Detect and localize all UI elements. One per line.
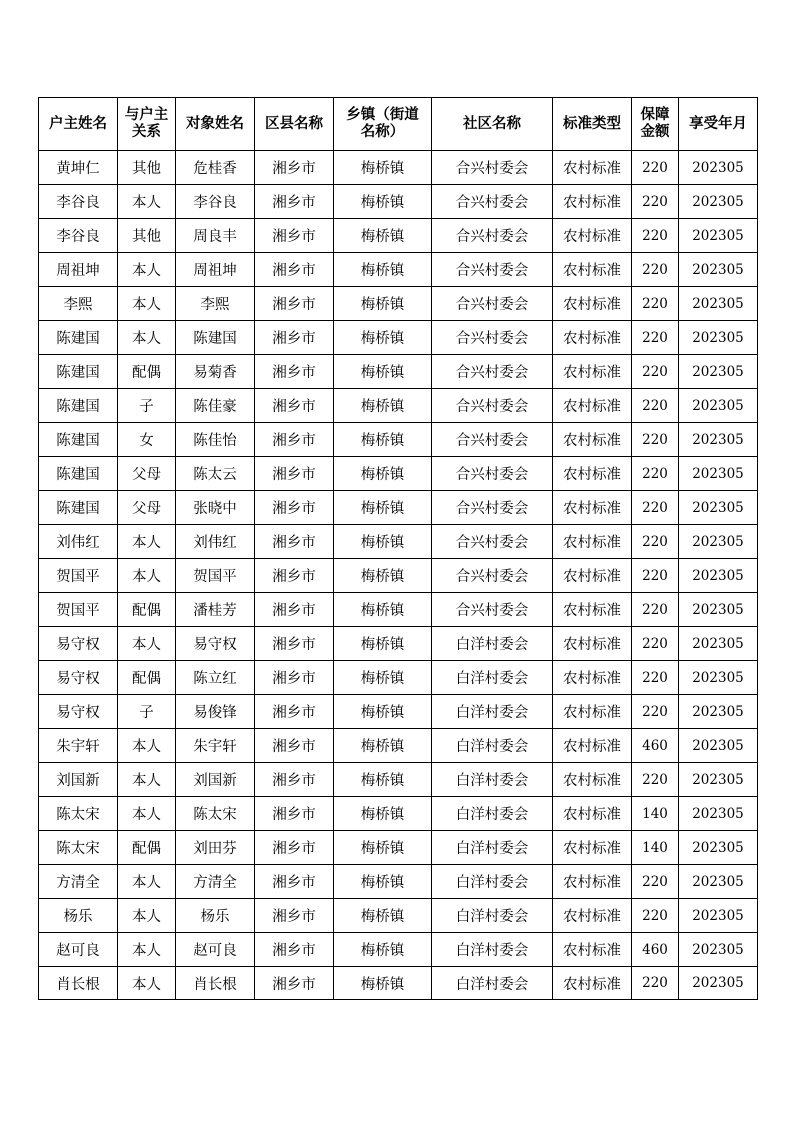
cell-householder: 陈建国 [39,491,118,525]
cell-month: 202305 [679,151,758,185]
cell-town: 梅桥镇 [334,763,432,797]
cell-amount: 220 [632,151,679,185]
cell-town: 梅桥镇 [334,627,432,661]
cell-householder: 朱宇轩 [39,729,118,763]
cell-community: 合兴村委会 [432,355,553,389]
cell-amount: 140 [632,797,679,831]
cell-county: 湘乡市 [255,695,334,729]
table-row [39,967,758,1000]
cell-town: 梅桥镇 [334,695,432,729]
cell-month: 202305 [679,491,758,525]
table-row [39,491,758,525]
cell-amount: 220 [632,899,679,933]
cell-community: 白洋村委会 [432,763,553,797]
cell-relation: 本人 [118,967,176,1000]
cell-community: 白洋村委会 [432,661,553,695]
cell-standard: 农村标准 [553,389,632,423]
cell-relation: 本人 [118,253,176,287]
header-householder: 户主姓名 [39,98,118,151]
cell-town: 梅桥镇 [334,355,432,389]
table-row [39,729,758,763]
cell-town: 梅桥镇 [334,151,432,185]
table-row [39,355,758,389]
cell-town: 梅桥镇 [334,389,432,423]
cell-householder: 李谷良 [39,219,118,253]
cell-householder: 杨乐 [39,899,118,933]
cell-county: 湘乡市 [255,627,334,661]
cell-relation: 本人 [118,287,176,321]
cell-amount: 220 [632,967,679,1000]
cell-amount: 460 [632,933,679,967]
table-row [39,423,758,457]
cell-community: 白洋村委会 [432,933,553,967]
table-row [39,899,758,933]
cell-month: 202305 [679,661,758,695]
cell-month: 202305 [679,389,758,423]
cell-subject: 陈立红 [176,661,255,695]
cell-community: 合兴村委会 [432,253,553,287]
header-subject: 对象姓名 [176,98,255,151]
table-row [39,287,758,321]
cell-standard: 农村标准 [553,627,632,661]
cell-householder: 陈太宋 [39,797,118,831]
cell-relation: 子 [118,389,176,423]
cell-relation: 本人 [118,797,176,831]
cell-subject: 陈佳豪 [176,389,255,423]
cell-householder: 陈太宋 [39,831,118,865]
cell-subject: 潘桂芳 [176,593,255,627]
table-row [39,253,758,287]
cell-relation: 本人 [118,559,176,593]
cell-subject: 刘伟红 [176,525,255,559]
cell-relation: 配偶 [118,661,176,695]
cell-community: 白洋村委会 [432,695,553,729]
cell-standard: 农村标准 [553,831,632,865]
cell-householder: 李谷良 [39,185,118,219]
cell-county: 湘乡市 [255,423,334,457]
table-row [39,389,758,423]
cell-county: 湘乡市 [255,559,334,593]
cell-month: 202305 [679,219,758,253]
cell-subject: 肖长根 [176,967,255,1000]
cell-town: 梅桥镇 [334,287,432,321]
cell-amount: 220 [632,287,679,321]
cell-county: 湘乡市 [255,729,334,763]
cell-county: 湘乡市 [255,525,334,559]
cell-householder: 赵可良 [39,933,118,967]
cell-householder: 黄坤仁 [39,151,118,185]
cell-community: 合兴村委会 [432,287,553,321]
cell-standard: 农村标准 [553,865,632,899]
cell-householder: 陈建国 [39,423,118,457]
cell-community: 合兴村委会 [432,423,553,457]
cell-subject: 易守权 [176,627,255,661]
cell-householder: 李熙 [39,287,118,321]
cell-amount: 220 [632,763,679,797]
cell-standard: 农村标准 [553,525,632,559]
cell-householder: 周祖坤 [39,253,118,287]
cell-relation: 本人 [118,321,176,355]
table-row [39,797,758,831]
cell-county: 湘乡市 [255,797,334,831]
cell-standard: 农村标准 [553,695,632,729]
cell-county: 湘乡市 [255,865,334,899]
cell-subject: 方清全 [176,865,255,899]
cell-householder: 陈建国 [39,457,118,491]
cell-standard: 农村标准 [553,185,632,219]
cell-county: 湘乡市 [255,253,334,287]
cell-relation: 本人 [118,627,176,661]
cell-county: 湘乡市 [255,185,334,219]
cell-standard: 农村标准 [553,559,632,593]
cell-month: 202305 [679,865,758,899]
cell-subject: 易菊香 [176,355,255,389]
cell-community: 白洋村委会 [432,729,553,763]
table-row [39,457,758,491]
cell-subject: 陈太云 [176,457,255,491]
cell-town: 梅桥镇 [334,457,432,491]
cell-householder: 贺国平 [39,593,118,627]
cell-amount: 220 [632,185,679,219]
cell-standard: 农村标准 [553,933,632,967]
cell-month: 202305 [679,695,758,729]
cell-standard: 农村标准 [553,763,632,797]
cell-community: 合兴村委会 [432,389,553,423]
cell-householder: 刘国新 [39,763,118,797]
header-community: 社区名称 [432,98,553,151]
cell-standard: 农村标准 [553,593,632,627]
cell-subject: 刘田芬 [176,831,255,865]
cell-subject: 赵可良 [176,933,255,967]
cell-householder: 易守权 [39,627,118,661]
cell-month: 202305 [679,729,758,763]
cell-subject: 陈建国 [176,321,255,355]
cell-subject: 张晓中 [176,491,255,525]
cell-amount: 220 [632,661,679,695]
cell-relation: 本人 [118,899,176,933]
table-row [39,185,758,219]
cell-householder: 陈建国 [39,389,118,423]
cell-town: 梅桥镇 [334,491,432,525]
cell-householder: 肖长根 [39,967,118,1000]
cell-amount: 220 [632,865,679,899]
table-row [39,865,758,899]
table-row [39,661,758,695]
cell-month: 202305 [679,967,758,1000]
cell-subject: 周祖坤 [176,253,255,287]
cell-standard: 农村标准 [553,219,632,253]
cell-householder: 易守权 [39,661,118,695]
cell-standard: 农村标准 [553,661,632,695]
table-row [39,219,758,253]
cell-community: 合兴村委会 [432,457,553,491]
header-month: 享受年月 [679,98,758,151]
cell-month: 202305 [679,831,758,865]
cell-town: 梅桥镇 [334,967,432,1000]
cell-standard: 农村标准 [553,797,632,831]
cell-relation: 女 [118,423,176,457]
cell-town: 梅桥镇 [334,661,432,695]
cell-town: 梅桥镇 [334,423,432,457]
cell-relation: 本人 [118,185,176,219]
cell-standard: 农村标准 [553,729,632,763]
cell-relation: 本人 [118,865,176,899]
table-row [39,695,758,729]
cell-householder: 陈建国 [39,321,118,355]
cell-amount: 460 [632,729,679,763]
cell-amount: 220 [632,423,679,457]
cell-community: 白洋村委会 [432,627,553,661]
cell-month: 202305 [679,423,758,457]
cell-subject: 周良丰 [176,219,255,253]
cell-community: 白洋村委会 [432,797,553,831]
cell-month: 202305 [679,253,758,287]
cell-county: 湘乡市 [255,899,334,933]
cell-county: 湘乡市 [255,355,334,389]
cell-community: 合兴村委会 [432,559,553,593]
cell-town: 梅桥镇 [334,831,432,865]
cell-householder: 陈建国 [39,355,118,389]
cell-amount: 220 [632,525,679,559]
cell-standard: 农村标准 [553,491,632,525]
cell-county: 湘乡市 [255,491,334,525]
cell-month: 202305 [679,525,758,559]
cell-county: 湘乡市 [255,933,334,967]
header-amount: 保障金额 [632,98,679,151]
cell-month: 202305 [679,593,758,627]
cell-householder: 易守权 [39,695,118,729]
cell-relation: 本人 [118,933,176,967]
cell-town: 梅桥镇 [334,797,432,831]
cell-subject: 易俊锋 [176,695,255,729]
cell-standard: 农村标准 [553,151,632,185]
cell-town: 梅桥镇 [334,559,432,593]
cell-amount: 220 [632,355,679,389]
cell-county: 湘乡市 [255,389,334,423]
header-town: 乡镇（街道名称） [334,98,432,151]
cell-county: 湘乡市 [255,457,334,491]
cell-month: 202305 [679,185,758,219]
cell-town: 梅桥镇 [334,525,432,559]
subsidy-roster-table [38,97,758,1000]
cell-community: 白洋村委会 [432,899,553,933]
cell-month: 202305 [679,797,758,831]
cell-amount: 220 [632,593,679,627]
cell-month: 202305 [679,321,758,355]
cell-amount: 220 [632,491,679,525]
cell-standard: 农村标准 [553,423,632,457]
cell-relation: 父母 [118,457,176,491]
cell-county: 湘乡市 [255,321,334,355]
cell-month: 202305 [679,559,758,593]
cell-relation: 配偶 [118,593,176,627]
cell-county: 湘乡市 [255,287,334,321]
cell-town: 梅桥镇 [334,933,432,967]
table-row [39,627,758,661]
cell-county: 湘乡市 [255,661,334,695]
cell-month: 202305 [679,933,758,967]
cell-county: 湘乡市 [255,151,334,185]
cell-amount: 220 [632,559,679,593]
cell-community: 白洋村委会 [432,967,553,1000]
cell-community: 合兴村委会 [432,491,553,525]
cell-town: 梅桥镇 [334,321,432,355]
cell-relation: 配偶 [118,355,176,389]
table-header [39,98,758,151]
cell-community: 合兴村委会 [432,321,553,355]
table-row [39,831,758,865]
header-row [39,98,758,151]
cell-subject: 李熙 [176,287,255,321]
cell-county: 湘乡市 [255,967,334,1000]
cell-month: 202305 [679,287,758,321]
cell-town: 梅桥镇 [334,865,432,899]
cell-month: 202305 [679,899,758,933]
cell-subject: 贺国平 [176,559,255,593]
cell-householder: 方清全 [39,865,118,899]
cell-relation: 其他 [118,151,176,185]
table-row [39,933,758,967]
cell-standard: 农村标准 [553,899,632,933]
cell-subject: 刘国新 [176,763,255,797]
table-body [39,151,758,1000]
cell-community: 合兴村委会 [432,525,553,559]
cell-subject: 李谷良 [176,185,255,219]
table-row [39,593,758,627]
cell-county: 湘乡市 [255,763,334,797]
cell-town: 梅桥镇 [334,593,432,627]
cell-month: 202305 [679,355,758,389]
cell-relation: 其他 [118,219,176,253]
cell-county: 湘乡市 [255,219,334,253]
cell-community: 合兴村委会 [432,219,553,253]
cell-subject: 危桂香 [176,151,255,185]
cell-standard: 农村标准 [553,355,632,389]
cell-householder: 刘伟红 [39,525,118,559]
cell-amount: 140 [632,831,679,865]
cell-standard: 农村标准 [553,457,632,491]
cell-month: 202305 [679,763,758,797]
cell-amount: 220 [632,457,679,491]
cell-householder: 贺国平 [39,559,118,593]
cell-relation: 本人 [118,525,176,559]
cell-standard: 农村标准 [553,253,632,287]
cell-amount: 220 [632,695,679,729]
cell-subject: 朱宇轩 [176,729,255,763]
cell-community: 合兴村委会 [432,185,553,219]
cell-community: 白洋村委会 [432,831,553,865]
cell-subject: 陈佳怡 [176,423,255,457]
header-standard: 标准类型 [553,98,632,151]
cell-amount: 220 [632,389,679,423]
cell-amount: 220 [632,321,679,355]
cell-amount: 220 [632,253,679,287]
table-row [39,559,758,593]
table-row [39,763,758,797]
table-row [39,321,758,355]
cell-county: 湘乡市 [255,831,334,865]
cell-town: 梅桥镇 [334,185,432,219]
cell-town: 梅桥镇 [334,729,432,763]
cell-county: 湘乡市 [255,593,334,627]
cell-standard: 农村标准 [553,321,632,355]
cell-standard: 农村标准 [553,967,632,1000]
cell-standard: 农村标准 [553,287,632,321]
cell-month: 202305 [679,627,758,661]
header-county: 区县名称 [255,98,334,151]
cell-community: 合兴村委会 [432,593,553,627]
cell-subject: 陈太宋 [176,797,255,831]
cell-town: 梅桥镇 [334,219,432,253]
cell-subject: 杨乐 [176,899,255,933]
cell-relation: 本人 [118,729,176,763]
cell-town: 梅桥镇 [334,253,432,287]
cell-community: 白洋村委会 [432,865,553,899]
cell-relation: 配偶 [118,831,176,865]
cell-amount: 220 [632,219,679,253]
cell-month: 202305 [679,457,758,491]
cell-town: 梅桥镇 [334,899,432,933]
cell-relation: 本人 [118,763,176,797]
table-row [39,151,758,185]
cell-relation: 父母 [118,491,176,525]
cell-community: 合兴村委会 [432,151,553,185]
cell-relation: 子 [118,695,176,729]
cell-amount: 220 [632,627,679,661]
header-relation: 与户主关系 [118,98,176,151]
table-row [39,525,758,559]
